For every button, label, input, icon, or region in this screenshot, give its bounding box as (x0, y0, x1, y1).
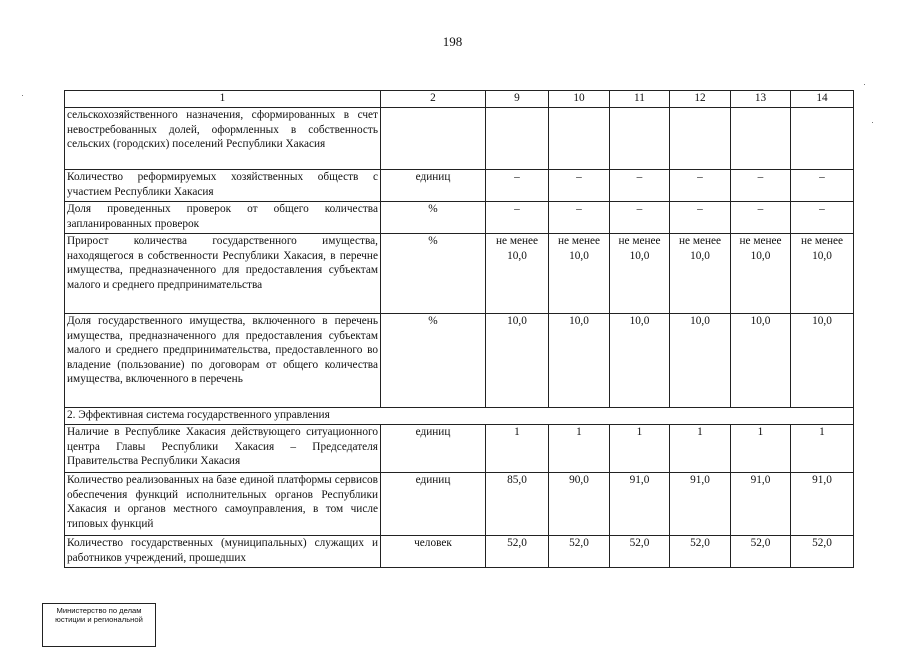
scan-speck (22, 95, 23, 96)
indicator-unit: % (381, 202, 486, 234)
value-cell: – (486, 202, 549, 234)
value-cell: 1 (791, 425, 854, 473)
value-cell: 10,0 (791, 314, 854, 408)
value-cell: не менее 10,0 (670, 234, 731, 314)
table-row (65, 202, 854, 234)
stamp-line: юстиции и региональной (55, 615, 143, 625)
value-cell: – (791, 170, 854, 202)
column-header: 12 (670, 91, 731, 108)
value-cell: 91,0 (670, 473, 731, 536)
value-cell: 1 (610, 425, 670, 473)
indicator-unit: единиц (381, 473, 486, 536)
value-cell: – (549, 202, 610, 234)
value-cell: 10,0 (670, 314, 731, 408)
value-cell: 1 (670, 425, 731, 473)
value-cell: 52,0 (791, 536, 854, 568)
value-cell: 10,0 (486, 314, 549, 408)
value-cell: – (670, 170, 731, 202)
value-cell: не менее 10,0 (549, 234, 610, 314)
value-cell (670, 108, 731, 170)
value-cell (610, 108, 670, 170)
table-row (65, 234, 854, 314)
value-cell (549, 108, 610, 170)
value-cell: 10,0 (610, 314, 670, 408)
value-cell: 52,0 (670, 536, 731, 568)
indicator-unit: человек (381, 536, 486, 568)
column-header: 9 (486, 91, 549, 108)
table-row (65, 314, 854, 408)
indicator-unit: % (381, 314, 486, 408)
value-cell: не менее 10,0 (610, 234, 670, 314)
indicator-name: Количество реализованных на базе единой платформы сервисов обеспечения функций исполнительных органов Республики Хакасия и органов местного самоуправления, в том числе типовых функций (65, 473, 381, 536)
value-cell: 10,0 (549, 314, 610, 408)
value-cell: – (610, 202, 670, 234)
indicator-name: Прирост количества государственного имущества, находящегося в собственности Республики Хакасия, в перечне имущества, предназначенного для предоставления субъектам малого и среднего предпринимательства (65, 234, 381, 314)
table-row (65, 536, 854, 568)
stamp-line: Министерство по делам (56, 606, 142, 615)
indicator-name: сельскохозяйственного назначения, сформированных в счет невостребованных долей, оформленных в собственность сельских (городских) поселений Республики Хакасия (65, 108, 381, 170)
value-cell: 1 (731, 425, 791, 473)
value-cell: 1 (549, 425, 610, 473)
value-cell (791, 108, 854, 170)
table-header-row (65, 91, 854, 108)
table-row (65, 170, 854, 202)
indicator-unit: % (381, 234, 486, 314)
indicator-name: Доля проведенных проверок от общего количества запланированных проверок (65, 202, 381, 234)
value-cell (486, 108, 549, 170)
value-cell: не менее 10,0 (486, 234, 549, 314)
value-cell: – (486, 170, 549, 202)
indicator-name: Количество реформируемых хозяйственных обществ с участием Республики Хакасия (65, 170, 381, 202)
value-cell: 10,0 (731, 314, 791, 408)
scan-speck (872, 122, 873, 123)
value-cell: – (549, 170, 610, 202)
value-cell: 91,0 (610, 473, 670, 536)
column-header: 11 (610, 91, 670, 108)
column-header: 1 (65, 91, 381, 108)
page-number: 198 (442, 34, 463, 49)
column-header: 10 (549, 91, 610, 108)
column-header: 14 (791, 91, 854, 108)
indicator-unit: единиц (381, 425, 486, 473)
table-row (65, 425, 854, 473)
section-row (65, 408, 854, 425)
value-cell: – (731, 202, 791, 234)
value-cell: 52,0 (486, 536, 549, 568)
column-header: 13 (731, 91, 791, 108)
value-cell: 1 (486, 425, 549, 473)
value-cell: 52,0 (731, 536, 791, 568)
value-cell (731, 108, 791, 170)
value-cell: – (791, 202, 854, 234)
indicator-unit (381, 108, 486, 170)
ministry-stamp (42, 603, 156, 647)
scan-speck (864, 84, 865, 85)
indicators-table (64, 90, 854, 568)
indicator-name: Наличие в Республике Хакасия действующего ситуационного центра Главы Республики Хакасия – Председателя Правительства Республики Хакасия (65, 425, 381, 473)
value-cell: – (610, 170, 670, 202)
value-cell: – (670, 202, 731, 234)
table-row (65, 108, 854, 170)
value-cell: 91,0 (731, 473, 791, 536)
table-row (65, 473, 854, 536)
value-cell: 52,0 (610, 536, 670, 568)
value-cell: – (731, 170, 791, 202)
indicator-name: Доля государственного имущества, включенного в перечень имущества, предназначенного для предоставления субъектам малого и среднего предпринимательства, предоставленного во владение (пользование) по договорам от общего количества имущества, включенного в перечень (65, 314, 381, 408)
value-cell: 85,0 (486, 473, 549, 536)
indicator-name: Количество государственных (муниципальных) служащих и работников учреждений, прошедших (65, 536, 381, 568)
value-cell: 90,0 (549, 473, 610, 536)
column-header: 2 (381, 91, 486, 108)
section-title: 2. Эффективная система государственного управления (65, 408, 854, 425)
value-cell: 91,0 (791, 473, 854, 536)
value-cell: не менее 10,0 (791, 234, 854, 314)
indicator-unit: единиц (381, 170, 486, 202)
value-cell: 52,0 (549, 536, 610, 568)
value-cell: не менее 10,0 (731, 234, 791, 314)
